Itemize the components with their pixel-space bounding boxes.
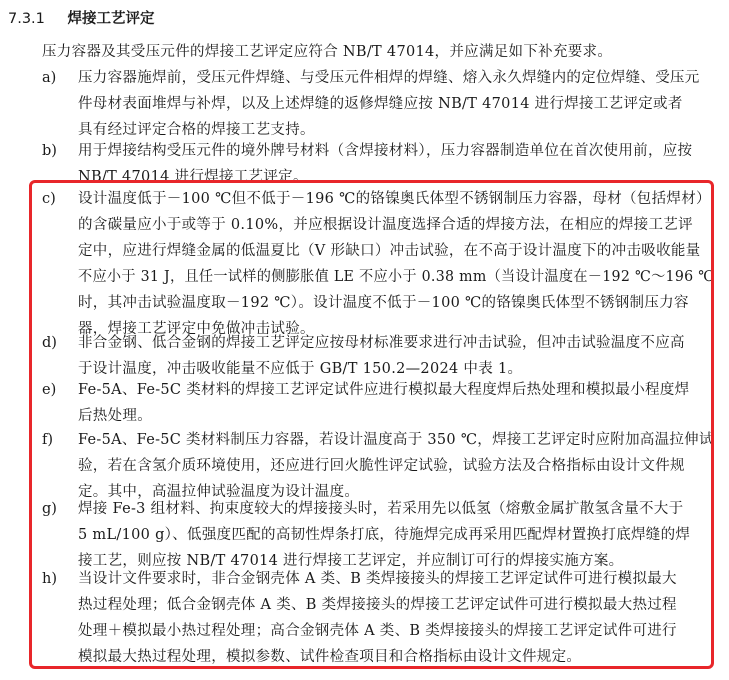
list-item-line: NB/T 47014 进行焊接工艺评定。	[78, 169, 308, 185]
list-item-line: 热过程处理；低合金钢壳体 A 类、B 类焊接接头的焊接工艺评定试件可进行模拟最大热过程	[78, 597, 677, 613]
list-item-line: 时，其冲击试验温度取－192 ℃）。设计温度不低于－100 ℃的铬镍奥氏体型不锈钢制压力容	[78, 295, 689, 311]
section-number: 7.3.1	[8, 11, 45, 27]
list-item-line: 非合金钢、低合金钢的焊接工艺评定应按母材标准要求进行冲击试验，但冲击试验温度不应高	[78, 335, 685, 351]
list-item-marker: h)	[42, 571, 57, 587]
intro-paragraph: 压力容器及其受压元件的焊接工艺评定应符合 NB/T 47014，并应满足如下补充要求。	[42, 44, 613, 60]
list-item-line: 后热处理。	[78, 408, 152, 424]
list-item-line: 接工艺，则应按 NB/T 47014 进行焊接工艺评定，并应制订可行的焊接实施方案。	[78, 553, 624, 569]
section-heading	[8, 6, 155, 32]
list-item-line: 器，焊接工艺评定中免做冲击试验。	[78, 321, 315, 337]
list-item-line: 件母材表面堆焊与补焊，以及上述焊缝的返修焊缝应按 NB/T 47014 进行焊接工艺评定或者	[78, 96, 683, 112]
list-item-line: 设计温度低于－100 ℃但不低于－196 ℃的铬镍奥氏体型不锈钢制压力容器，母材（包括焊材）	[78, 191, 711, 207]
list-item-line: 不应小于 31 J，且任一试样的侧膨胀值 LE 不应小于 0.38 mm（当设计温度在－192 ℃～196 ℃	[78, 269, 715, 285]
list-item-marker: f)	[42, 432, 54, 448]
section-title: 焊接工艺评定	[67, 11, 155, 27]
list-item-line: 5 mL/100 g）、低强度匹配的高韧性焊条打底，待施焊完成再采用匹配焊材置换打底焊缝的焊	[78, 527, 691, 543]
list-item-line: 焊接 Fe-3 组材料、拘束度较大的焊接接头时，若采用先以低氢（熔敷金属扩散氢含量不大于	[78, 501, 684, 517]
list-item-line: 定中，应进行焊缝金属的低温夏比（V 形缺口）冲击试验，在不高于设计温度下的冲击吸收能量	[78, 243, 701, 259]
list-item-line: 处理＋模拟最小热过程处理；高合金钢壳体 A 类、B 类焊接接头的焊接工艺评定试件可进行	[78, 623, 677, 639]
list-item-line: Fe-5A、Fe-5C 类材料的焊接工艺评定试件应进行模拟最大程度焊后热处理和模拟最小程度焊	[78, 382, 690, 398]
list-item-line: 用于焊接结构受压元件的境外牌号材料（含焊接材料），压力容器制造单位在首次使用前，应按	[78, 143, 693, 159]
list-item-marker: g)	[42, 501, 57, 517]
list-item-line: Fe-5A、Fe-5C 类材料制压力容器，若设计温度高于 350 ℃，焊接工艺评定时应附加高温拉伸试	[78, 432, 714, 448]
list-item-line: 具有经过评定合格的焊接工艺支持。	[78, 122, 315, 138]
list-item-marker: d)	[42, 335, 57, 351]
list-item-line: 定。其中，高温拉伸试验温度为设计温度。	[78, 484, 360, 500]
list-item-line: 模拟最大热过程处理，模拟参数、试件检查项目和合格指标由设计文件规定。	[78, 649, 582, 665]
list-item-line: 于设计温度，冲击吸收能量不应低于 GB/T 150.2—2024 中表 1。	[78, 361, 523, 377]
list-item-marker: c)	[42, 191, 56, 207]
list-item-line: 当设计文件要求时，非合金钢壳体 A 类、B 类焊接接头的焊接工艺评定试件可进行模拟最大	[78, 571, 677, 587]
list-item-marker: e)	[42, 382, 57, 398]
list-item-marker: b)	[42, 143, 57, 159]
list-item-line: 验，若在含氢介质环境使用，还应进行回火脆性评定试验，试验方法及合格指标由设计文件规	[78, 458, 685, 474]
list-item-line: 压力容器施焊前，受压元件焊缝、与受压元件相焊的焊缝、熔入永久焊缝内的定位焊缝、受压元	[78, 70, 700, 86]
list-item-marker: a)	[42, 70, 57, 86]
list-item-line: 的含碳量应小于或等于 0.10%，并应根据设计温度选择合适的焊接方法，在相应的焊接工艺评	[78, 217, 693, 233]
